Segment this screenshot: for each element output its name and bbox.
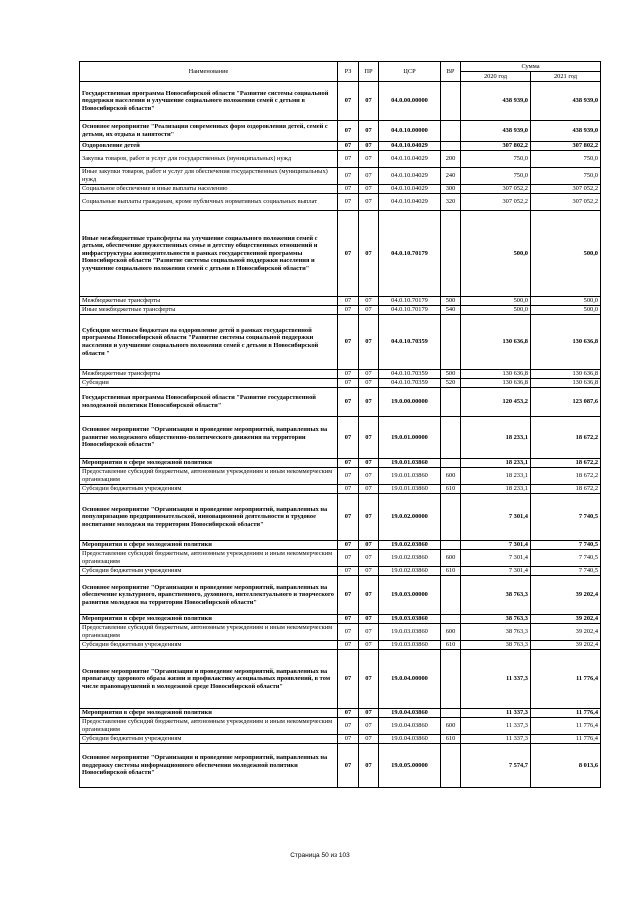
cell-csr: 19.0.00.00000 (379, 388, 441, 417)
cell-vr (441, 744, 461, 788)
cell-vr: 520 (441, 379, 461, 388)
cell-sum-2020: 38 763,3 (461, 576, 531, 615)
cell-rz: 07 (338, 615, 359, 624)
cell-vr: 200 (441, 151, 461, 168)
cell-name: Основное мероприятие "Организация и проведение мероприятий, направленных на обеспечение культурного, нравственного, духовного, интеллектуального и творческого развития молодежи на территории Новосибирской области" (80, 576, 338, 615)
cell-pr: 07 (359, 615, 379, 624)
cell-pr: 07 (359, 624, 379, 641)
cell-csr: 04.0.10.04029 (379, 168, 441, 185)
cell-csr: 19.0.02.00000 (379, 494, 441, 541)
cell-pr: 07 (359, 459, 379, 468)
cell-rz: 07 (338, 370, 359, 379)
cell-rz: 07 (338, 297, 359, 306)
cell-rz: 07 (338, 709, 359, 718)
table-row (80, 82, 601, 121)
cell-pr: 07 (359, 541, 379, 550)
cell-sum-2020: 500,0 (461, 211, 531, 297)
cell-name: Субсидии бюджетным учреждениям (80, 641, 338, 650)
cell-pr: 07 (359, 735, 379, 744)
cell-vr: 610 (441, 641, 461, 650)
cell-name: Иные закупки товаров, работ и услуг для обеспечения государственных (муниципальных) нужд (80, 168, 338, 185)
cell-vr (441, 417, 461, 459)
cell-csr: 19.0.03.00000 (379, 576, 441, 615)
cell-sum-2021: 500,0 (531, 211, 601, 297)
cell-sum-2020: 18 233,1 (461, 468, 531, 485)
cell-rz: 07 (338, 541, 359, 550)
cell-sum-2021: 438 939,0 (531, 82, 601, 121)
cell-rz: 07 (338, 550, 359, 567)
cell-vr (441, 121, 461, 142)
cell-pr: 07 (359, 576, 379, 615)
cell-name: Иные межбюджетные трансферты (80, 306, 338, 315)
cell-vr (441, 315, 461, 370)
cell-rz: 07 (338, 567, 359, 576)
cell-pr: 07 (359, 388, 379, 417)
cell-sum-2020: 11 337,3 (461, 709, 531, 718)
header-vr: ВР (441, 62, 461, 82)
cell-pr: 07 (359, 151, 379, 168)
cell-csr: 04.0.10.04029 (379, 151, 441, 168)
cell-csr: 19.0.05.00000 (379, 744, 441, 788)
table-row (80, 151, 601, 168)
cell-pr: 07 (359, 121, 379, 142)
cell-sum-2021: 130 636,8 (531, 379, 601, 388)
cell-sum-2020: 7 574,7 (461, 744, 531, 788)
cell-name: Иные межбюджетные трансферты на улучшение социального положения семей с детьми, обеспечение дружественных семье и детству общественных отношений и инфраструктуры жизнедеятельности в рамках государственной программы Новосибирской области "Развитие системы социальной поддержки населения и улучшение социального положения семей с детьми в Новосибирской области" (80, 211, 338, 297)
cell-name: Субсидии местным бюджетам на оздоровление детей в рамках государственной программы Новосибирской области "Развитие системы социальной поддержки населения и улучшение социального положения семей с детьми в Новосибирской области " (80, 315, 338, 370)
table-row (80, 567, 601, 576)
cell-sum-2020: 500,0 (461, 297, 531, 306)
cell-csr: 04.0.00.00000 (379, 82, 441, 121)
cell-pr: 07 (359, 485, 379, 494)
cell-sum-2020: 130 636,8 (461, 379, 531, 388)
table-row (80, 615, 601, 624)
table-row (80, 550, 601, 567)
cell-rz: 07 (338, 142, 359, 151)
cell-sum-2021: 307 052,2 (531, 194, 601, 211)
cell-sum-2020: 7 301,4 (461, 567, 531, 576)
cell-sum-2021: 7 740,5 (531, 550, 601, 567)
cell-rz: 07 (338, 650, 359, 709)
cell-pr: 07 (359, 417, 379, 459)
cell-rz: 07 (338, 185, 359, 194)
cell-csr: 19.0.01.03860 (379, 459, 441, 468)
cell-name: Основное мероприятие "Организация и проведение мероприятий, направленных на развитие молодежного общественно-политического движения на территории Новосибирской области" (80, 417, 338, 459)
table-row (80, 379, 601, 388)
cell-csr: 04.0.10.70179 (379, 211, 441, 297)
cell-csr: 04.0.10.70179 (379, 297, 441, 306)
table-row (80, 641, 601, 650)
header-csr: ЦСР (379, 62, 441, 82)
header-rz: РЗ (338, 62, 359, 82)
cell-sum-2020: 11 337,3 (461, 735, 531, 744)
cell-csr: 04.0.10.04029 (379, 185, 441, 194)
cell-sum-2020: 18 233,1 (461, 485, 531, 494)
cell-csr: 19.0.03.03860 (379, 615, 441, 624)
table-row (80, 650, 601, 709)
cell-name: Основное мероприятие "Организация и проведение мероприятий, направленных на популяризацию предпринимательской, инновационной деятельности и трудовое воспитание молодежи на территории Новосибирской области" (80, 494, 338, 541)
table-row (80, 417, 601, 459)
cell-pr: 07 (359, 194, 379, 211)
cell-csr: 19.0.02.03860 (379, 567, 441, 576)
cell-csr: 04.0.10.70179 (379, 306, 441, 315)
cell-rz: 07 (338, 576, 359, 615)
cell-pr: 07 (359, 567, 379, 576)
cell-rz: 07 (338, 718, 359, 735)
cell-rz: 07 (338, 459, 359, 468)
table-row (80, 485, 601, 494)
cell-sum-2021: 39 202,4 (531, 576, 601, 615)
cell-vr (441, 494, 461, 541)
cell-vr: 610 (441, 485, 461, 494)
header-year-2021: 2021 год (531, 72, 601, 82)
cell-vr (441, 142, 461, 151)
cell-name: Оздоровление детей (80, 142, 338, 151)
cell-sum-2021: 500,0 (531, 297, 601, 306)
table-row (80, 211, 601, 297)
cell-vr: 600 (441, 550, 461, 567)
cell-pr: 07 (359, 709, 379, 718)
cell-sum-2020: 38 763,3 (461, 615, 531, 624)
cell-sum-2020: 11 337,3 (461, 718, 531, 735)
cell-csr: 19.0.02.03860 (379, 541, 441, 550)
cell-sum-2020: 38 763,3 (461, 641, 531, 650)
cell-pr: 07 (359, 185, 379, 194)
cell-rz: 07 (338, 468, 359, 485)
table-row (80, 459, 601, 468)
table-row (80, 306, 601, 315)
cell-csr: 04.0.10.00000 (379, 121, 441, 142)
cell-rz: 07 (338, 151, 359, 168)
cell-vr (441, 541, 461, 550)
cell-sum-2021: 39 202,4 (531, 615, 601, 624)
cell-sum-2021: 18 672,2 (531, 485, 601, 494)
cell-csr: 04.0.10.04029 (379, 194, 441, 211)
table-row (80, 744, 601, 788)
cell-rz: 07 (338, 641, 359, 650)
cell-csr: 19.0.03.03860 (379, 624, 441, 641)
table-row (80, 735, 601, 744)
cell-sum-2021: 7 740,5 (531, 567, 601, 576)
cell-rz: 07 (338, 121, 359, 142)
cell-rz: 07 (338, 306, 359, 315)
cell-name: Межбюджетные трансферты (80, 297, 338, 306)
header-pr: ПР (359, 62, 379, 82)
budget-table-sheet (79, 61, 600, 788)
cell-sum-2020: 11 337,3 (461, 650, 531, 709)
cell-sum-2021: 7 740,5 (531, 541, 601, 550)
cell-pr: 07 (359, 468, 379, 485)
cell-sum-2021: 307 052,2 (531, 185, 601, 194)
cell-sum-2021: 123 087,6 (531, 388, 601, 417)
header-sum: Сумма (461, 62, 601, 72)
cell-csr: 19.0.04.03860 (379, 735, 441, 744)
cell-pr: 07 (359, 494, 379, 541)
cell-sum-2020: 307 052,2 (461, 185, 531, 194)
cell-name: Мероприятия в сфере молодежной политики (80, 709, 338, 718)
cell-rz: 07 (338, 494, 359, 541)
table-row (80, 494, 601, 541)
table-row (80, 315, 601, 370)
cell-pr: 07 (359, 82, 379, 121)
cell-rz: 07 (338, 735, 359, 744)
cell-csr: 19.0.01.03860 (379, 485, 441, 494)
cell-sum-2020: 7 301,4 (461, 550, 531, 567)
cell-sum-2021: 438 939,0 (531, 121, 601, 142)
cell-sum-2021: 39 202,4 (531, 641, 601, 650)
cell-vr (441, 459, 461, 468)
header-name: Наименование (80, 62, 338, 82)
cell-pr: 07 (359, 744, 379, 788)
cell-name: Субсидии (80, 379, 338, 388)
cell-rz: 07 (338, 417, 359, 459)
cell-name: Закупка товаров, работ и услуг для государственных (муниципальных) нужд (80, 151, 338, 168)
cell-name: Мероприятия в сфере молодежной политики (80, 459, 338, 468)
cell-sum-2020: 18 233,1 (461, 417, 531, 459)
cell-vr: 300 (441, 185, 461, 194)
table-body (80, 82, 601, 788)
cell-rz: 07 (338, 485, 359, 494)
cell-sum-2021: 8 013,6 (531, 744, 601, 788)
cell-pr: 07 (359, 168, 379, 185)
cell-vr: 240 (441, 168, 461, 185)
cell-name: Субсидии бюджетным учреждениям (80, 485, 338, 494)
cell-sum-2021: 18 672,2 (531, 459, 601, 468)
cell-csr: 04.0.10.70359 (379, 315, 441, 370)
cell-pr: 07 (359, 550, 379, 567)
cell-pr: 07 (359, 211, 379, 297)
cell-name: Субсидии бюджетным учреждениям (80, 735, 338, 744)
cell-sum-2021: 750,0 (531, 168, 601, 185)
table-row (80, 121, 601, 142)
table-row (80, 576, 601, 615)
cell-pr: 07 (359, 379, 379, 388)
cell-sum-2021: 18 672,2 (531, 468, 601, 485)
cell-rz: 07 (338, 211, 359, 297)
cell-pr: 07 (359, 718, 379, 735)
cell-vr (441, 82, 461, 121)
cell-csr: 04.0.10.70359 (379, 370, 441, 379)
cell-csr: 19.0.02.03860 (379, 550, 441, 567)
header-year-2020: 2020 год (461, 72, 531, 82)
table-row (80, 388, 601, 417)
table-row (80, 709, 601, 718)
table-row (80, 541, 601, 550)
cell-pr: 07 (359, 370, 379, 379)
cell-rz: 07 (338, 194, 359, 211)
table-row (80, 624, 601, 641)
cell-sum-2020: 307 802,2 (461, 142, 531, 151)
cell-rz: 07 (338, 744, 359, 788)
cell-sum-2021: 39 202,4 (531, 624, 601, 641)
cell-vr (441, 709, 461, 718)
cell-name: Социальные выплаты гражданам, кроме публичных нормативных социальных выплат (80, 194, 338, 211)
cell-sum-2020: 7 301,4 (461, 541, 531, 550)
cell-rz: 07 (338, 168, 359, 185)
cell-sum-2020: 438 939,0 (461, 82, 531, 121)
cell-vr: 320 (441, 194, 461, 211)
cell-rz: 07 (338, 388, 359, 417)
cell-rz: 07 (338, 82, 359, 121)
table-row (80, 142, 601, 151)
cell-pr: 07 (359, 306, 379, 315)
cell-name: Государственная программа Новосибирской области "Развитие системы социальной поддержки населения и улучшение социального положения семей с детьми в Новосибирской области" (80, 82, 338, 121)
cell-sum-2021: 750,0 (531, 151, 601, 168)
cell-vr (441, 650, 461, 709)
cell-vr: 600 (441, 624, 461, 641)
cell-csr: 19.0.01.03860 (379, 468, 441, 485)
cell-sum-2021: 11 776,4 (531, 650, 601, 709)
cell-csr: 19.0.01.00000 (379, 417, 441, 459)
cell-vr: 600 (441, 718, 461, 735)
cell-sum-2020: 18 233,1 (461, 459, 531, 468)
cell-name: Предоставление субсидий бюджетным, автономным учреждениям и иным некоммерческим организациям (80, 468, 338, 485)
cell-vr (441, 615, 461, 624)
table-row (80, 370, 601, 379)
cell-name: Субсидии бюджетным учреждениям (80, 567, 338, 576)
cell-sum-2021: 11 776,4 (531, 718, 601, 735)
cell-pr: 07 (359, 650, 379, 709)
table-row (80, 297, 601, 306)
cell-name: Предоставление субсидий бюджетным, автономным учреждениям и иным некоммерческим организациям (80, 550, 338, 567)
cell-sum-2021: 500,0 (531, 306, 601, 315)
cell-sum-2021: 130 636,8 (531, 370, 601, 379)
page-number: Страница 50 из 103 (290, 852, 350, 859)
cell-sum-2020: 130 636,8 (461, 315, 531, 370)
cell-rz: 07 (338, 624, 359, 641)
cell-sum-2020: 307 052,2 (461, 194, 531, 211)
cell-name: Основное мероприятие "Реализация современных форм оздоровления детей, семей с детьми, их отдыха и занятости" (80, 121, 338, 142)
cell-sum-2021: 307 802,2 (531, 142, 601, 151)
cell-vr (441, 576, 461, 615)
cell-sum-2021: 11 776,4 (531, 709, 601, 718)
table-row (80, 194, 601, 211)
cell-sum-2021: 18 672,2 (531, 417, 601, 459)
cell-name: Межбюджетные трансферты (80, 370, 338, 379)
table-row (80, 468, 601, 485)
budget-table (79, 61, 601, 788)
cell-vr: 500 (441, 370, 461, 379)
cell-vr: 540 (441, 306, 461, 315)
cell-vr (441, 211, 461, 297)
cell-sum-2020: 38 763,3 (461, 624, 531, 641)
cell-name: Социальное обеспечение и иные выплаты населению (80, 185, 338, 194)
cell-sum-2020: 750,0 (461, 168, 531, 185)
cell-vr: 610 (441, 567, 461, 576)
cell-pr: 07 (359, 297, 379, 306)
table-row (80, 168, 601, 185)
cell-sum-2020: 130 636,8 (461, 370, 531, 379)
cell-pr: 07 (359, 142, 379, 151)
cell-sum-2020: 120 453,2 (461, 388, 531, 417)
cell-csr: 04.0.10.04029 (379, 142, 441, 151)
cell-vr: 500 (441, 297, 461, 306)
cell-name: Предоставление субсидий бюджетным, автономным учреждениям и иным некоммерческим организациям (80, 718, 338, 735)
cell-pr: 07 (359, 641, 379, 650)
cell-rz: 07 (338, 379, 359, 388)
cell-name: Государственная программа Новосибирской области "Развитие государственной молодежной политики Новосибирской области" (80, 388, 338, 417)
cell-sum-2020: 438 939,0 (461, 121, 531, 142)
cell-sum-2020: 500,0 (461, 306, 531, 315)
cell-name: Основное мероприятие "Организация и проведение мероприятий, направленных на поддержку системы информационного обеспечения молодежной политики Новосибирской области" (80, 744, 338, 788)
cell-csr: 19.0.04.03860 (379, 709, 441, 718)
cell-sum-2021: 7 740,5 (531, 494, 601, 541)
cell-csr: 19.0.04.03860 (379, 718, 441, 735)
cell-name: Предоставление субсидий бюджетным, автономным учреждениям и иным некоммерческим организациям (80, 624, 338, 641)
cell-vr (441, 388, 461, 417)
table-header (80, 62, 601, 82)
cell-vr: 600 (441, 468, 461, 485)
cell-csr: 04.0.10.70359 (379, 379, 441, 388)
table-row (80, 718, 601, 735)
table-row (80, 185, 601, 194)
cell-name: Мероприятия в сфере молодежной политики (80, 541, 338, 550)
cell-sum-2021: 11 776,4 (531, 735, 601, 744)
cell-vr: 610 (441, 735, 461, 744)
cell-sum-2021: 130 636,8 (531, 315, 601, 370)
cell-sum-2020: 750,0 (461, 151, 531, 168)
cell-csr: 19.0.03.03860 (379, 641, 441, 650)
cell-pr: 07 (359, 315, 379, 370)
cell-rz: 07 (338, 315, 359, 370)
cell-csr: 19.0.04.00000 (379, 650, 441, 709)
cell-name: Основное мероприятие "Организация и проведение мероприятий, направленных на пропаганду здорового образа жизни и профилактику асоциальных проявлений, в том числе правонарушений в молодежной среде Новосибирской области" (80, 650, 338, 709)
cell-name: Мероприятия в сфере молодежной политики (80, 615, 338, 624)
cell-sum-2020: 7 301,4 (461, 494, 531, 541)
